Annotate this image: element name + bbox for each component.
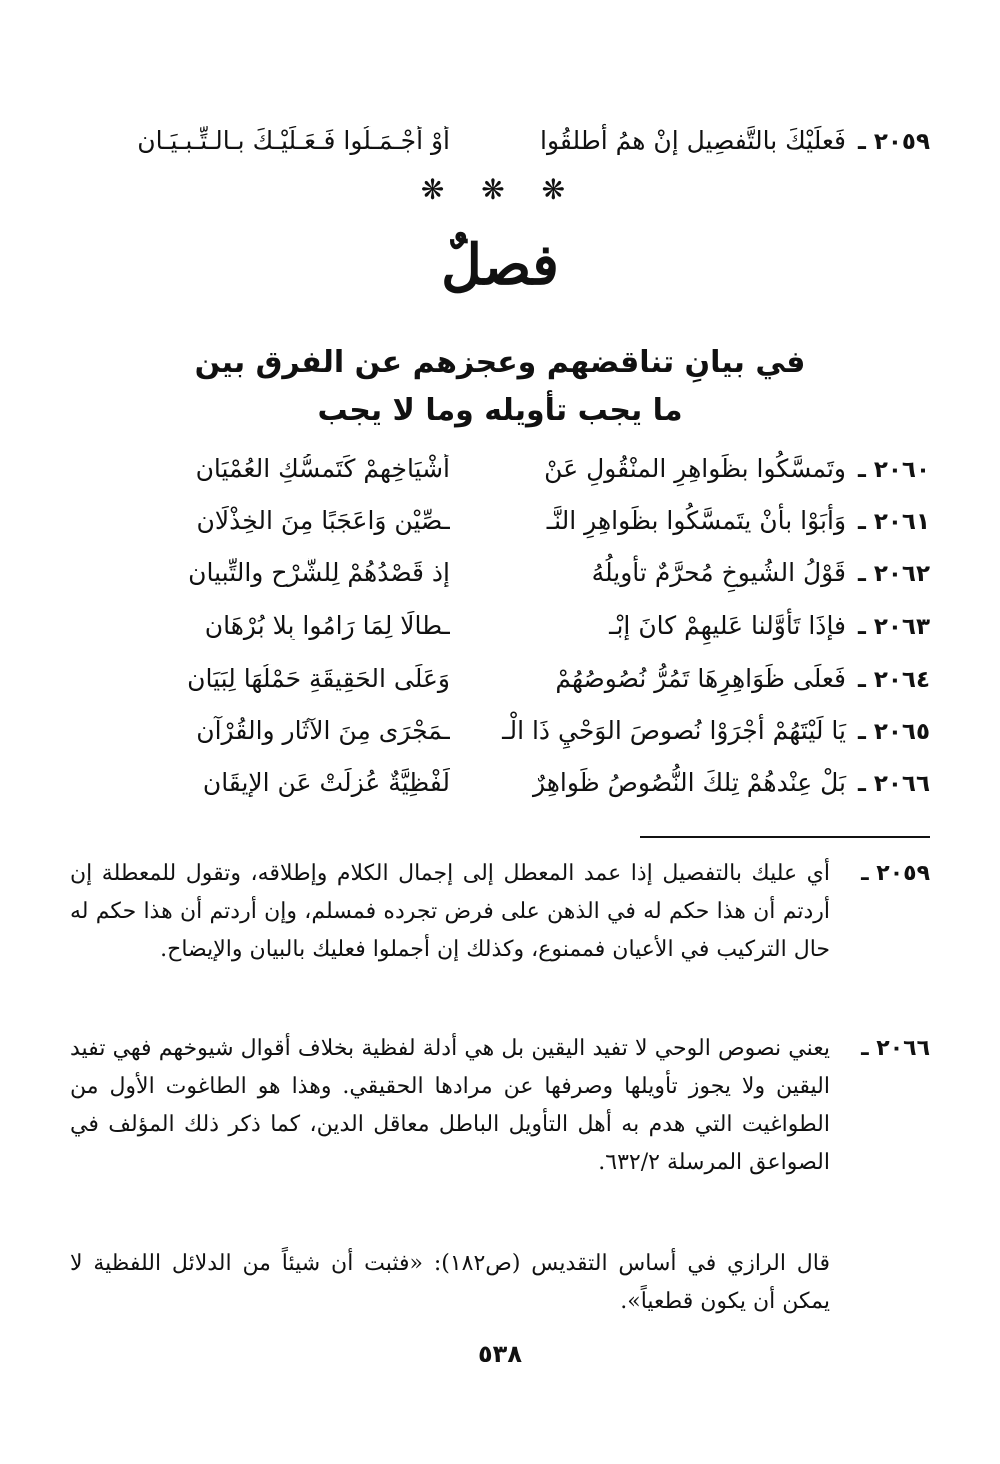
footnote-text: يعني نصوص الوحي لا تفيد اليقين بل هي أدلة لفظية بخلاف أقوال شيوخهم فهي تفيد اليقين ولا يجوز تأويلها وصرفها عن مرادها الحقيقي. وهذا هو الطاغوت الأول من الطواغيت التي هدم به أهل التأويل الباطل معاقل الدين، كما ذكر ذلك المؤلف في الصواعق المرسلة ٦٣٢/٢.: [70, 1036, 830, 1175]
verse-number: ٢٠٦٢ ـ: [857, 560, 930, 587]
verse-row: [70, 547, 930, 597]
verse-first-hemistich: [533, 768, 930, 797]
verse-number: ٢٠٦٥ ـ: [857, 718, 930, 745]
section-separator: ❋ ❋ ❋: [420, 173, 580, 206]
verse-text: فَعلَيْكَ بالتَّفصِيل إنْ همُ أطلقُوا: [540, 125, 847, 155]
verse-first-hemistich: [502, 716, 930, 745]
footnote-text: أي عليك بالتفصيل إذا عمد المعطل إلى إجمال الكلام وإطلاقه، وتقول للمعطلة إن أردتم أن هذا حكم له في الذهن على فرض تجرده فمسلم، وإن أردتم أن هذا حكم له حال التركيب في الأعيان فممنوع، وكذلك إن أجملوا فعليك بالبيان والإيضاح.: [70, 861, 830, 962]
section-heading-line-2: ما يجب تأويله وما لا يجب: [317, 393, 683, 428]
verse-row: [70, 443, 930, 493]
verse-text: وَأبَوْا بأنْ يتَمسَّكُوا بظَواهِرِ النَّـ: [546, 505, 847, 535]
verse-first-hemistich: [592, 558, 930, 587]
footnote-number: ٢٠٦٦ ـ: [861, 1036, 930, 1061]
verse-number: ٢٠٦٣ ـ: [857, 613, 930, 640]
verse-second-hemistich: ـمَجْرَى مِنَ الآثَارِ والقُرْآنِ: [196, 715, 450, 745]
footnote-divider: [640, 836, 930, 838]
section-title: فصلٌ: [441, 232, 559, 298]
verse-second-hemistich: إذ قَصْدُهُمْ لِلشَّرْحِ والتِّبيانِ: [188, 557, 450, 587]
verse-text: قَوْلُ الشُيوخِ مُحرَّمٌ تأويلُهُ: [591, 557, 847, 587]
verse-second-hemistich: وَعَلَى الحَقِيقَةِ حَمْلُهَا لِبَيَانِ: [187, 663, 450, 693]
section-heading-line-1: في بيانِ تناقضهم وعجزهم عن الفرق بين: [194, 345, 806, 380]
verse-number: ٢٠٦٦ ـ: [857, 770, 930, 797]
verse-text: فَعلَى ظَوَاهِرِهَا تَمُرُّ نُصُوصُهُمْ: [555, 663, 847, 693]
verse-row: [70, 600, 930, 650]
verse-first-hemistich: [544, 454, 930, 483]
verse-text: فإذَا تَأوَّلنا عَليهِمْ كانَ إبْـ: [609, 610, 847, 640]
verse-second-hemistich: أشْيَاخِهِمْ كَتَمسُّكِ العُمْيَانِ: [195, 453, 450, 483]
verse-row: [70, 757, 930, 807]
footnote-2066: [70, 1030, 930, 1182]
verse-text: بَلْ عِنْدهُمْ تِلكَ النُّصُوصُ ظَواهِرٌ: [532, 767, 847, 797]
footnote-2059: [70, 855, 930, 969]
verse-row: [70, 653, 930, 703]
verse-first-hemistich: [540, 126, 930, 155]
verse-second-hemistich: أوْ أجْـمَـلُوا فَـعَـلَيْـكَ بـالـتِّـبـيَـانِ: [137, 125, 450, 155]
footnote-text: قال الرازي في أساس التقديس (ص١٨٢): «فثبت أن شيئاً من الدلائل اللفظية لا يمكن أن يكون قطعياً».: [70, 1251, 830, 1314]
footnote-number: ٢٠٥٩ ـ: [861, 861, 930, 886]
verse-second-hemistich: ـصِّيْنِ وَاعَجَبًا مِنَ الخِذْلَانِ: [196, 505, 450, 535]
verse-first-hemistich: [609, 611, 930, 640]
verse-row: [70, 705, 930, 755]
verse-row: [70, 495, 930, 545]
verse-number: ٢٠٥٩ ـ: [857, 128, 930, 155]
page-number: ٥٣٨: [478, 1340, 522, 1368]
verse-first-hemistich: [547, 506, 930, 535]
verse-text: وتَمسَّكُوا بظَواهِرِ المنْقُولِ عَنْ: [544, 453, 847, 483]
verse-second-hemistich: ـطالًا لِمَا رَامُوا بِلا بُرْهَانِ: [204, 610, 450, 640]
verse-first-hemistich: [555, 664, 930, 693]
verse-number: ٢٠٦٠ ـ: [857, 456, 930, 483]
footnote-quote: [70, 1245, 930, 1321]
verse-second-hemistich: لَفْظِيَّةٌ عُزِلَتْ عَنِ الإيقَانِ: [202, 767, 450, 797]
verse-2059: [70, 115, 930, 165]
verse-number: ٢٠٦٤ ـ: [857, 666, 930, 693]
verse-text: يَا لَيْتَهُمْ أجْرَوْا نُصوصَ الوَحْيِ ذَا الْـ: [502, 715, 847, 745]
verse-number: ٢٠٦١ ـ: [857, 508, 930, 535]
